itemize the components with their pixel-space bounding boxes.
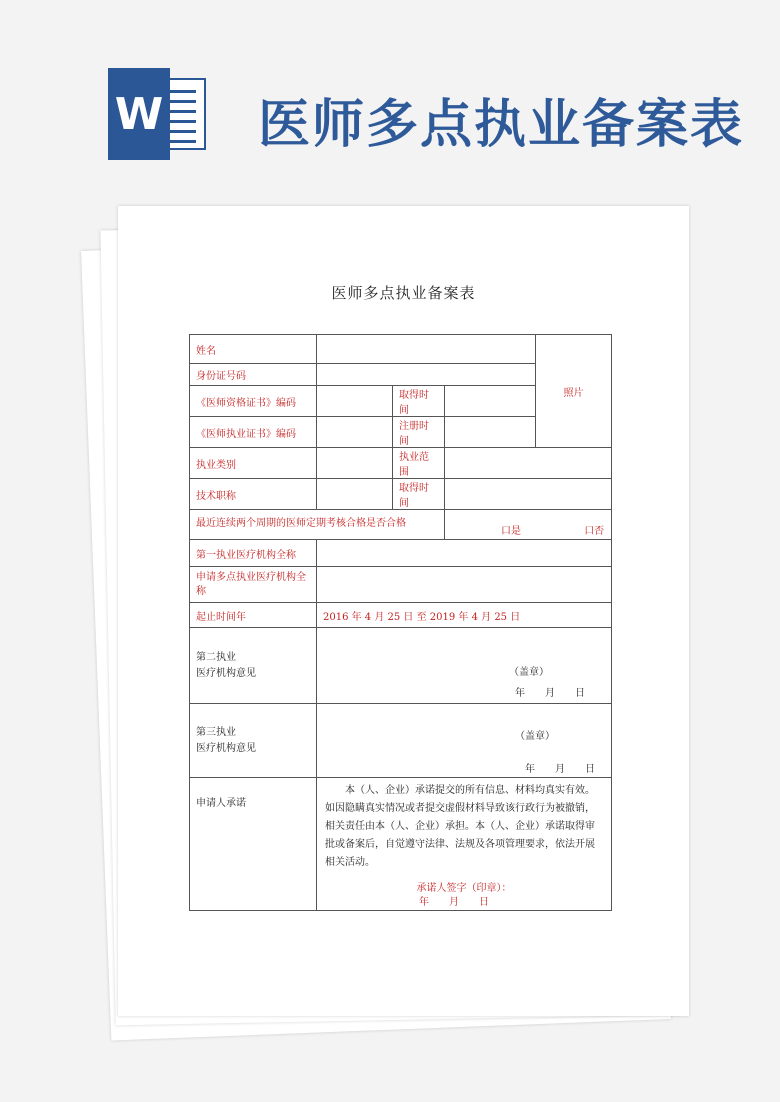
label-tech-title-date: 取得时间: [393, 479, 445, 510]
label-second-opinion-line1: 第二执业: [196, 651, 236, 663]
label-third-opinion-line2: 医疗机构意见: [196, 742, 256, 754]
label-apply-institution: 申请多点执业医疗机构全称: [190, 567, 317, 603]
promise-date: 年 月 日: [419, 897, 489, 908]
label-first-institution: 第一执业医疗机构全称: [190, 540, 317, 567]
label-practice-category: 执业类别: [190, 448, 317, 479]
third-seal: （盖章）: [515, 731, 556, 742]
word-letter: W: [108, 68, 170, 160]
value-second-opinion[interactable]: [317, 628, 612, 704]
option-yes[interactable]: 口是: [501, 526, 521, 537]
label-register-date: 注册时间: [393, 417, 445, 448]
photo-box[interactable]: [536, 335, 612, 448]
value-practice-scope[interactable]: [445, 448, 612, 479]
value-tech-title[interactable]: [317, 479, 393, 510]
label-period: 起止时间年: [190, 603, 317, 628]
value-qualification-cert[interactable]: [317, 386, 393, 417]
value-first-institution[interactable]: [317, 540, 612, 567]
promise-text: 本（人、企业）承诺提交的所有信息、材料均真实有效。如因隐瞒真实情况或者提交虚假材料导致该行政行为被撤销，相关责任由本（人、企业）承担。本（人、企业）承诺取得审批或备案后，自觉遵守法律、法规及各项管理要求，依法开展相关活动。: [325, 785, 595, 868]
banner: [0, 0, 780, 200]
label-second-opinion: [190, 628, 317, 704]
second-seal: （盖章）: [509, 667, 550, 678]
filing-form: [189, 334, 611, 908]
photo-label: 照片: [563, 387, 584, 399]
label-assessment: 最近连续两个周期的医师定期考核合格是否合格: [190, 510, 445, 540]
banner-title: 医师多点执业备案表: [258, 95, 745, 155]
value-practice-category[interactable]: [317, 448, 393, 479]
label-applicant-promise: 申请人承诺: [190, 778, 317, 911]
label-third-opinion: [190, 704, 317, 778]
label-practice-cert: 《医师执业证书》编码: [190, 417, 317, 448]
label-qualification-date: 取得时间: [393, 386, 445, 417]
label-id-number: 身份证号码: [190, 364, 317, 386]
label-second-opinion-line2: 医疗机构意见: [196, 667, 256, 679]
value-id-number[interactable]: [317, 364, 536, 386]
label-name: 姓名: [190, 335, 317, 364]
document-page: [118, 206, 689, 1016]
value-register-date[interactable]: [445, 417, 536, 448]
label-practice-scope: 执业范围: [393, 448, 445, 479]
value-applicant-promise: [317, 778, 612, 911]
label-tech-title: 技术职称: [190, 479, 317, 510]
form-table: [189, 334, 612, 911]
promise-signer[interactable]: 承诺人签字（印章）：: [416, 883, 512, 894]
value-practice-cert[interactable]: [317, 417, 393, 448]
document-title: 医师多点执业备案表: [331, 284, 476, 302]
value-apply-institution[interactable]: [317, 567, 612, 603]
third-date: 年 月 日: [525, 764, 596, 775]
assessment-options: [445, 510, 612, 540]
value-tech-title-date[interactable]: [445, 479, 612, 510]
value-third-opinion[interactable]: [317, 704, 612, 778]
value-name[interactable]: [317, 335, 536, 364]
value-qualification-date[interactable]: [445, 386, 536, 417]
option-no[interactable]: 口否: [584, 526, 605, 537]
value-period[interactable]: 2016 年 4 月 25 日 至 2019 年 4 月 25 日: [317, 603, 612, 628]
label-third-opinion-line1: 第三执业: [196, 726, 236, 738]
second-date: 年 月 日: [515, 688, 586, 699]
label-qualification-cert: 《医师资格证书》编码: [190, 386, 317, 417]
word-icon: [108, 68, 210, 160]
